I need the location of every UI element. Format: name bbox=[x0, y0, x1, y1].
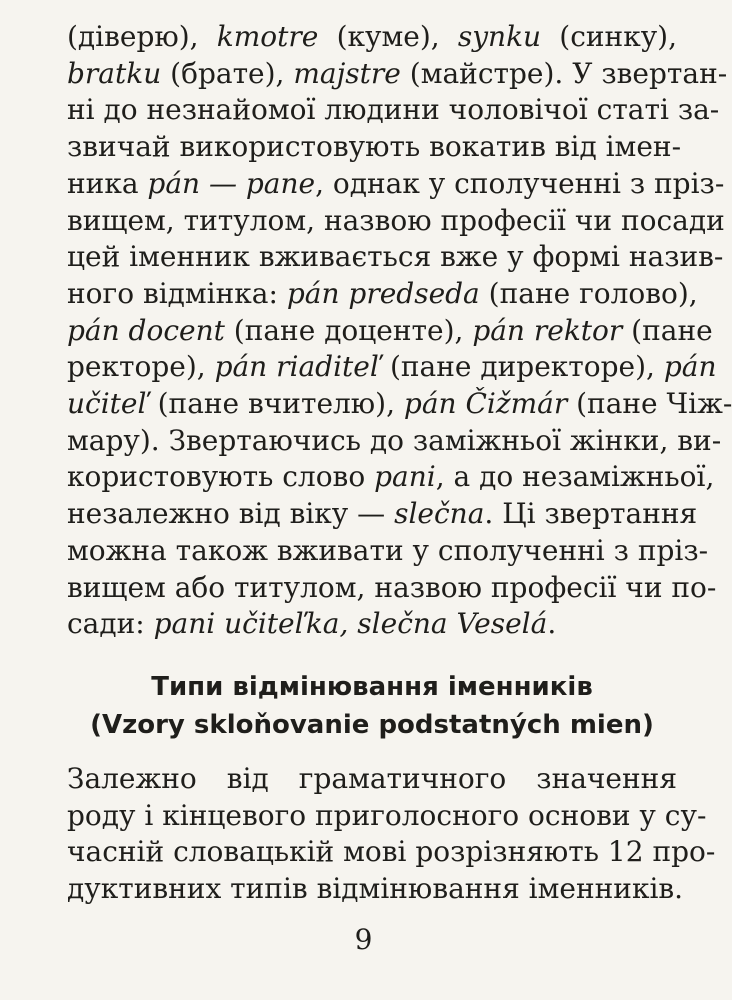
text-line bbox=[67, 568, 717, 608]
text-line bbox=[67, 759, 677, 799]
section-heading-ukrainian: Типи відмінювання іменників bbox=[151, 672, 593, 702]
text-run: , однак у сполученні з пріз- bbox=[315, 166, 725, 200]
text-run: (пане bbox=[622, 313, 713, 347]
text-run: , а до незаміжньої, bbox=[435, 460, 715, 494]
text-run: Залежно від граматичного значення bbox=[67, 762, 677, 795]
text-line bbox=[67, 164, 725, 204]
text-run: (пане Чіж- bbox=[567, 387, 732, 420]
text-run: (пане вчителю), bbox=[148, 387, 404, 420]
section-heading-slovak: (Vzory skloňovanie podstatných mien) bbox=[90, 710, 654, 740]
text-run: (брате), bbox=[161, 56, 294, 90]
text-run: (діверю), bbox=[67, 20, 217, 53]
text-line bbox=[67, 347, 717, 387]
italic-term: pán docent bbox=[67, 313, 225, 347]
text-run: вищем або титулом, назвою професії чи по- bbox=[67, 570, 717, 604]
italic-term: pán predseda bbox=[286, 276, 480, 310]
text-line bbox=[67, 832, 716, 872]
text-run: незалежно від віку — bbox=[67, 497, 395, 531]
italic-term: slečna bbox=[394, 497, 485, 531]
text-run: (майстре). У звертан- bbox=[400, 56, 728, 90]
italic-term: pani bbox=[374, 460, 436, 494]
text-run: (пане директоре), bbox=[381, 350, 664, 384]
text-line bbox=[67, 421, 722, 461]
text-run: (пане голово), bbox=[479, 276, 698, 310]
italic-term: učiteľ bbox=[67, 387, 149, 420]
text-line bbox=[67, 457, 715, 497]
italic-term: majstre bbox=[293, 56, 401, 90]
italic-term: pán — pane bbox=[147, 166, 316, 200]
italic-term: pán rektor bbox=[472, 313, 623, 347]
italic-term: bratku bbox=[67, 56, 162, 90]
text-line bbox=[67, 237, 724, 277]
text-line bbox=[67, 604, 677, 644]
text-run: ректоре), bbox=[67, 350, 215, 384]
text-run: роду і кінцевого приголосного основи у су- bbox=[67, 798, 707, 832]
text-line bbox=[67, 311, 713, 351]
text-run: дуктивних типів відмінювання іменників. bbox=[67, 872, 684, 906]
text-line bbox=[67, 274, 698, 314]
text-run: ного відмінка: bbox=[67, 276, 287, 310]
text-run: мару). Звертаючись до заміжньої жінки, ви- bbox=[67, 423, 722, 457]
text-run: . bbox=[547, 607, 557, 641]
text-run: сади: bbox=[67, 607, 154, 641]
text-run: (куме), bbox=[318, 20, 458, 53]
text-run: користовують слово bbox=[67, 460, 375, 494]
text-line bbox=[67, 17, 677, 57]
text-run: ні до незнайомої людини чоловічої статі за- bbox=[67, 93, 720, 127]
text-run: звичай використовують вокатив від імен- bbox=[67, 130, 682, 164]
text-run: цей іменник вживається вже у формі назив- bbox=[67, 240, 724, 274]
text-run: вищем, титулом, назвою професії чи посади bbox=[67, 203, 725, 237]
text-line bbox=[67, 494, 698, 534]
italic-term: pán bbox=[663, 350, 717, 384]
text-run: . Ці звертання bbox=[484, 497, 698, 531]
text-run: часній словацькій мові розрізняють 12 про- bbox=[67, 835, 716, 869]
text-line bbox=[67, 54, 728, 94]
italic-term: pani učiteľka, slečna Veselá bbox=[153, 607, 548, 641]
italic-term: pán Čižmár bbox=[403, 387, 568, 420]
text-line bbox=[67, 201, 725, 241]
italic-term: kmotre bbox=[216, 20, 319, 53]
italic-term: pán riaditeľ bbox=[214, 350, 382, 384]
text-line bbox=[67, 90, 720, 130]
text-line bbox=[67, 796, 707, 836]
text-line bbox=[67, 531, 709, 571]
italic-term: synku bbox=[457, 20, 542, 53]
text-run: можна також вживати у сполученні з пріз- bbox=[67, 533, 709, 567]
text-line bbox=[67, 127, 682, 167]
text-line bbox=[67, 384, 732, 424]
page-number: 9 bbox=[354, 923, 373, 956]
text-run: (пане доценте), bbox=[224, 313, 473, 347]
text-line bbox=[67, 869, 684, 909]
text-run: ника bbox=[67, 166, 148, 200]
text-run: (синку), bbox=[541, 20, 677, 53]
